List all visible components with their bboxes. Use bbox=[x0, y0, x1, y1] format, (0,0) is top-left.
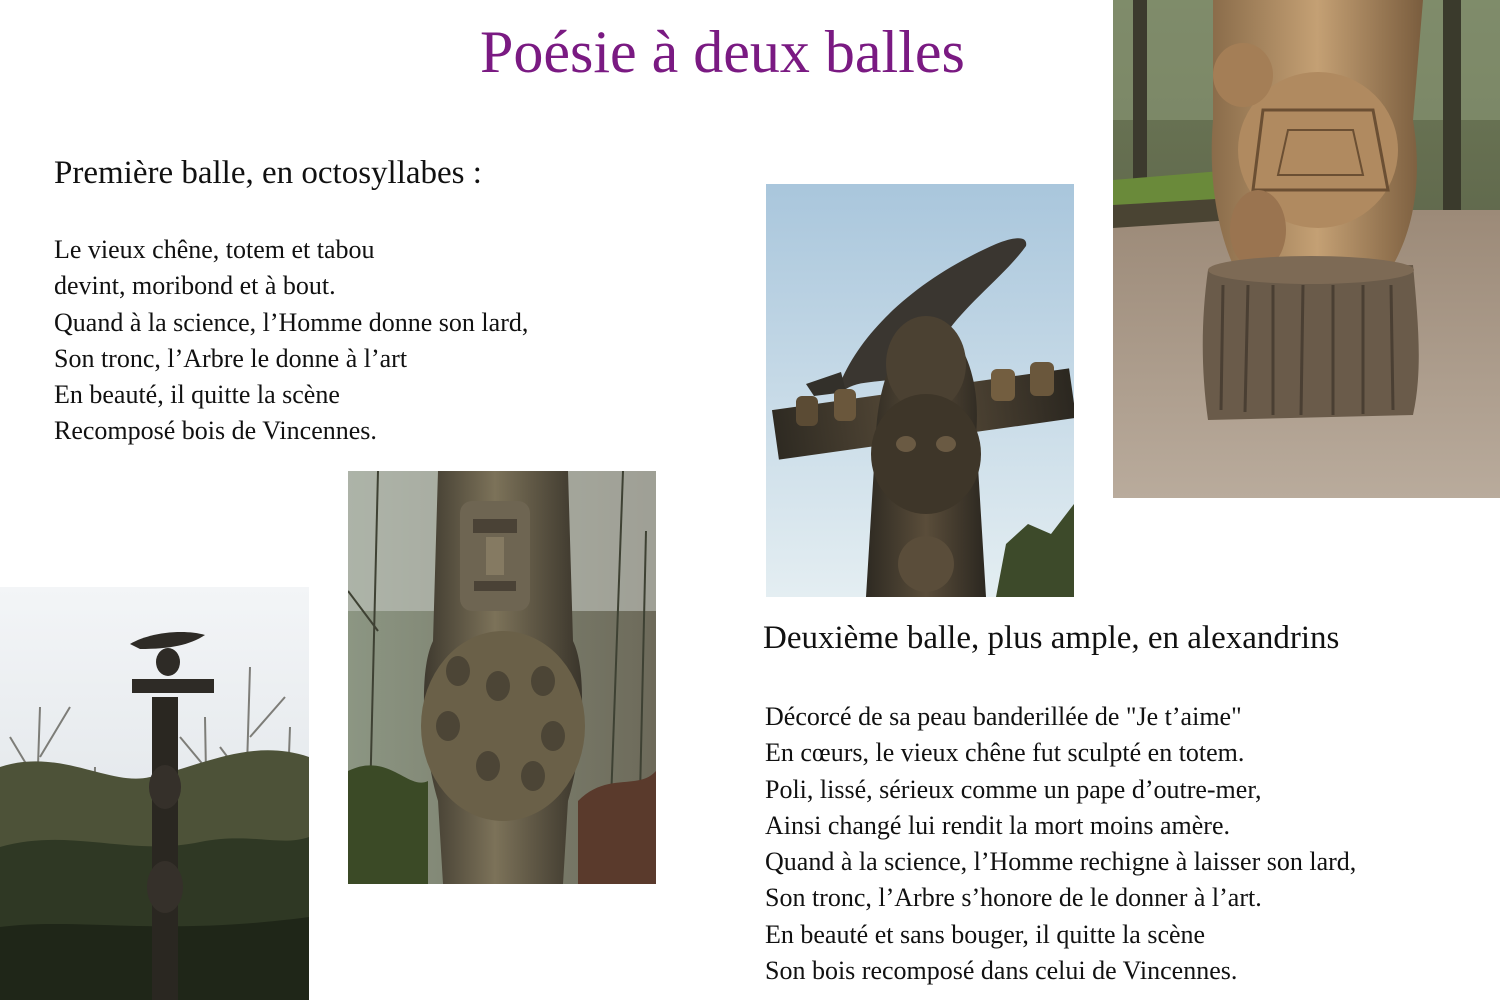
poem1-line: En beauté, il quitte la scène bbox=[54, 380, 340, 410]
whale-totem-photo bbox=[766, 184, 1074, 597]
poem2-line: Ainsi changé lui rendit la mort moins amère. bbox=[765, 810, 1230, 840]
poem2-stanza bbox=[765, 699, 1356, 989]
poem2-line: En beauté et sans bouger, il quitte la scène bbox=[765, 919, 1206, 949]
poem1-stanza bbox=[54, 232, 528, 450]
poem2-line: En cœurs, le vieux chêne fut sculpté en totem. bbox=[765, 738, 1245, 768]
tall-totem-photo bbox=[0, 587, 309, 1000]
poem1-heading: Première balle, en octosyllabes : bbox=[54, 155, 482, 191]
poem1-line: Quand à la science, l’Homme donne son lard, bbox=[54, 307, 529, 337]
poem2-heading: Deuxième balle, plus ample, en alexandrins bbox=[763, 620, 1340, 656]
page-title: Poésie à deux balles bbox=[480, 19, 965, 85]
poem2-line: Poli, lissé, sérieux comme un pape d’outre-mer, bbox=[765, 774, 1262, 804]
turtle-stump-photo bbox=[1113, 0, 1500, 498]
poem1-line: devint, moribond et à bout. bbox=[54, 271, 336, 301]
poem1-line: Son tronc, l’Arbre le donne à l’art bbox=[54, 343, 408, 373]
poem2-line: Son bois recomposé dans celui de Vincennes. bbox=[765, 956, 1238, 986]
poem1-line: Recomposé bois de Vincennes. bbox=[54, 416, 377, 446]
poem1-line: Le vieux chêne, totem et tabou bbox=[54, 235, 375, 264]
poem2-line: Son tronc, l’Arbre s’honore de le donner à l’art. bbox=[765, 883, 1262, 913]
poem2-line: Quand à la science, l’Homme rechigne à laisser son lard, bbox=[765, 847, 1357, 877]
poem2-line: Décorcé de sa peau banderillée de "Je t’aime" bbox=[765, 702, 1242, 731]
carved-face-photo bbox=[348, 471, 656, 884]
